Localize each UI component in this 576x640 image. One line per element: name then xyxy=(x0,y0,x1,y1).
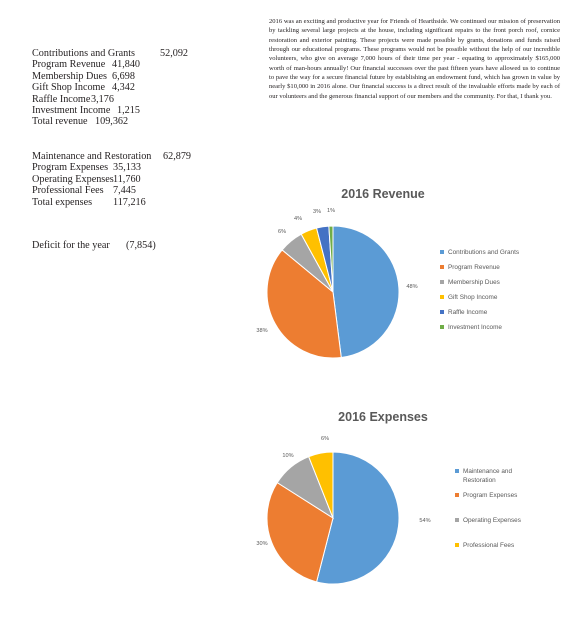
slice-percent-label: 6% xyxy=(320,436,330,442)
legend-swatch xyxy=(440,295,444,299)
legend-label: Contributions and Grants xyxy=(448,249,520,256)
legend-label: Professional Fees xyxy=(463,542,515,549)
line-item-label: Membership Dues xyxy=(32,70,107,82)
line-item-label: Investment Income xyxy=(32,104,111,116)
legend-label: Operating Expenses xyxy=(463,517,521,524)
slice-percent-label: 38% xyxy=(256,328,268,334)
line-item-value: 3,176 xyxy=(91,93,114,105)
legend-label: Membership Dues xyxy=(448,279,500,286)
legend-label: Program Expenses xyxy=(463,492,518,499)
line-item-label: Operating Expenses xyxy=(32,173,114,185)
legend-swatch xyxy=(440,310,444,314)
legend-label: Program Revenue xyxy=(448,264,500,271)
legend-swatch xyxy=(440,265,444,269)
pie-slice xyxy=(333,226,399,357)
legend-swatch xyxy=(455,493,459,497)
chart-title: 2016 Revenue xyxy=(341,187,425,201)
line-item-value: 35,133 xyxy=(113,162,142,174)
letter-text: 2016 was an exciting and productive year for Friends of Hearthside. We continued our mission of preservation by tackling several large projects at the house, including significant repairs to the front porch roof, cornice restoration and exterior painting. These projects were made possible by grants, donations and funds raised through our educational programs. These programs would not be possible without the help of our incredible volunteers, who give on average 7,000 hours of their time per year - equating to approximately $165,000 worth of man-hours annually! Our financial successes over the past fifteen years have allowed us to continue to pave the way for a secure financial future by establishing an endowment fund, which has grown in value by nearly $10,000 in 2016 alone. Our financial success is a direct result of the invaluable efforts made by each of our volunteers and the generous financial support of our members and the community. For that, I thank you. xyxy=(269,18,560,100)
line-item-value: 4,342 xyxy=(112,82,135,94)
slice-percent-label: 30% xyxy=(256,541,268,547)
legend-label: Raffle Income xyxy=(448,309,488,316)
line-item-label: Gift Shop Income xyxy=(32,82,105,94)
legend-swatch xyxy=(455,518,459,522)
legend-label: Investment Income xyxy=(448,324,502,331)
deficit-value: (7,854) xyxy=(126,240,156,251)
line-item-label: Total expenses xyxy=(32,196,93,208)
line-item-value: 41,840 xyxy=(112,59,141,71)
chart-title: 2016 Expenses xyxy=(338,410,428,424)
line-item-value: 117,216 xyxy=(113,196,146,208)
line-item-label: Raffle Income xyxy=(32,93,91,105)
slice-percent-label: 48% xyxy=(406,284,418,290)
legend-swatch xyxy=(455,469,459,473)
line-item-value: 62,879 xyxy=(163,151,192,162)
line-item-value: 109,362 xyxy=(95,116,129,128)
slice-percent-label: 10% xyxy=(282,453,294,459)
line-item-label: Program Expenses xyxy=(32,162,109,174)
line-item-label: Program Revenue xyxy=(32,59,106,71)
slice-percent-label: 3% xyxy=(312,209,322,215)
slice-percent-label: 4% xyxy=(293,216,303,222)
line-item-label: Total revenue xyxy=(32,116,88,128)
line-item-value: 52,092 xyxy=(160,48,189,59)
line-item-label: Maintenance and Restoration xyxy=(32,151,152,162)
slice-percent-label: 1% xyxy=(326,208,336,214)
line-item-value: 7,445 xyxy=(113,185,136,197)
line-item-value: 6,698 xyxy=(112,70,135,82)
legend-swatch xyxy=(440,280,444,284)
legend-swatch xyxy=(440,325,444,329)
deficit-label: Deficit for the year xyxy=(32,240,110,251)
line-item-value: 1,215 xyxy=(117,104,140,116)
legend-swatch xyxy=(455,543,459,547)
legend-label: Gift Shop Income xyxy=(448,294,498,301)
legend-swatch xyxy=(440,250,444,254)
line-item-value: 11,760 xyxy=(113,173,141,185)
line-item-label: Contributions and Grants xyxy=(32,48,135,59)
legend-label: Maintenance and Restoration xyxy=(463,468,513,484)
line-item-label: Professional Fees xyxy=(32,185,104,197)
slice-percent-label: 6% xyxy=(277,229,287,235)
slice-percent-label: 54% xyxy=(419,518,431,524)
